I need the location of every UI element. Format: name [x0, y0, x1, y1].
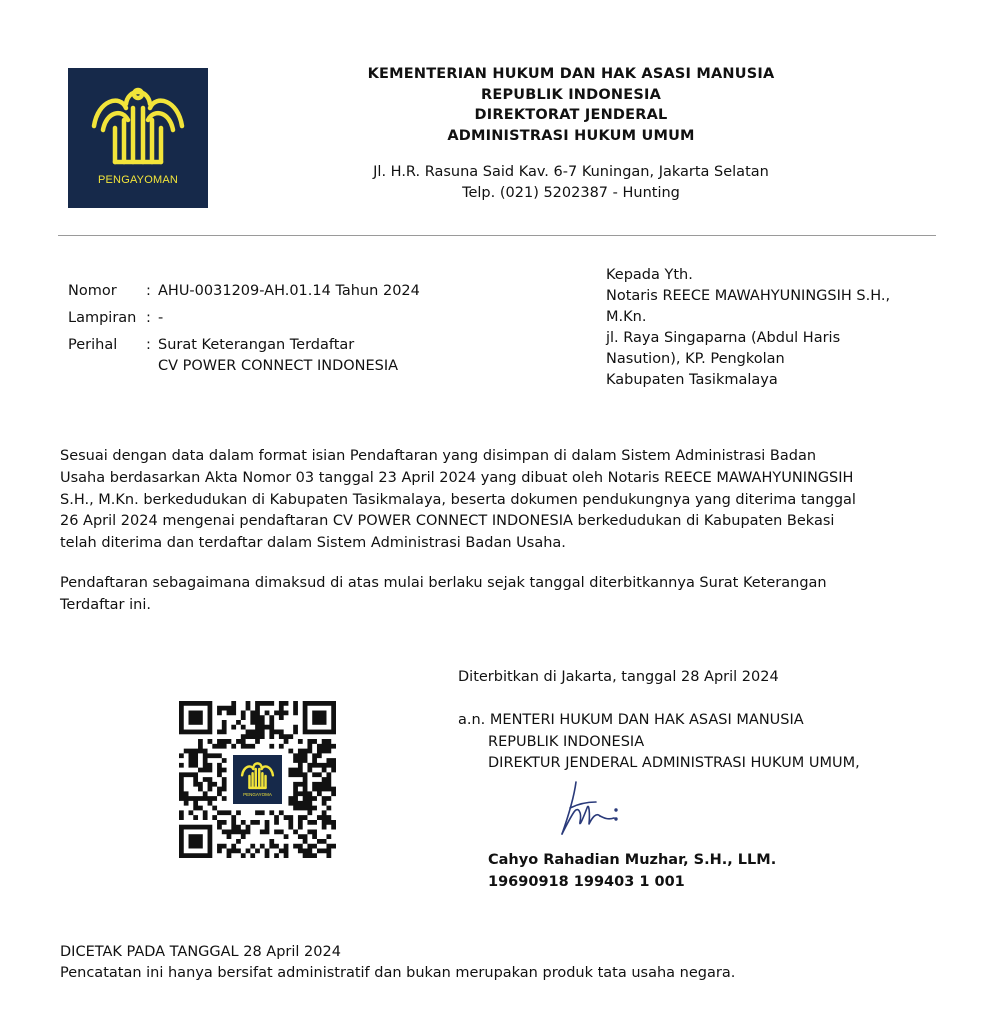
qr-logo-caption: PENGAYOMA [243, 792, 272, 797]
signer-name: Cahyo Rahadian Muzhar, S.H., LLM. [488, 852, 777, 868]
lampiran-label: Lampiran [68, 310, 137, 326]
paragraph-line: S.H., M.Kn. berkedudukan di Kabupaten Tasikmalaya, beserta dokumen pendukungnya yang diterima tanggal [60, 491, 856, 508]
ministry-logo [68, 68, 208, 208]
recipient-block [606, 265, 936, 391]
signer-block [488, 850, 776, 893]
signer-nip: 19690918 199403 1 001 [488, 873, 685, 890]
nomor-value: AHU-0031209-AH.01.14 Tahun 2024 [158, 283, 420, 299]
qr-center-logo [229, 751, 286, 808]
recipient-name: Notaris REECE MAWAHYUNINGSIH S.H., [606, 288, 891, 304]
paragraph-line: Pendaftaran sebagaimana dimaksud di atas mulai berlaku sejak tanggal diterbitkannya Surat Keterangan [60, 575, 827, 591]
office-phone: Telp. (021) 5202387 - Hunting [462, 185, 680, 201]
recipient-address-2: Nasution), KP. Pengkolan [606, 351, 785, 367]
lampiran-value: - [158, 310, 164, 326]
letterhead [300, 64, 842, 204]
on-behalf-line-3: DIREKTUR JENDERAL ADMINISTRASI HUKUM UMUM, [488, 755, 860, 771]
paragraph-line: Terdaftar ini. [60, 596, 151, 613]
body-paragraph-2 [60, 573, 940, 617]
pengayoman-tree-icon [68, 68, 208, 208]
recipient-address-3: Kabupaten Tasikmalaya [606, 372, 778, 388]
logo-caption: PENGAYOMAN [97, 174, 179, 186]
nomor-label: Nomor [68, 283, 117, 299]
printed-date: DICETAK PADA TANGGAL 28 April 2024 [60, 944, 341, 960]
on-behalf-line-1: a.n. MENTERI HUKUM DAN HAK ASASI MANUSIA [458, 712, 804, 728]
issued-place-date: Diterbitkan di Jakarta, tanggal 28 April 2024 [458, 669, 779, 685]
body-paragraph-1 [60, 446, 940, 555]
qr-code-icon [179, 701, 336, 858]
handwritten-signature [556, 772, 626, 846]
paragraph-line: Sesuai dengan data dalam format isian Pendaftaran yang disimpan di dalam Sistem Administrasi Badan [60, 448, 817, 464]
country-name: REPUBLIK INDONESIA [480, 86, 662, 103]
nomor-separator: : [146, 283, 151, 299]
footer [60, 942, 735, 984]
paragraph-line: 26 April 2024 mengenai pendaftaran CV POWER CONNECT INDONESIA berkedudukan di Kabupaten Bekasi [60, 513, 835, 530]
perihal-value: Surat Keterangan Terdaftar [158, 337, 355, 353]
recipient-salutation: Kepada Yth. [606, 267, 693, 283]
on-behalf-line-2: REPUBLIK INDONESIA [488, 733, 645, 750]
footer-disclaimer: Pencatatan ini hanya bersifat administratif dan bukan merupakan produk tata usaha negara. [60, 965, 736, 981]
ministry-name: KEMENTERIAN HUKUM DAN HAK ASASI MANUSIA [367, 66, 775, 82]
recipient-title: M.Kn. [606, 309, 647, 325]
perihal-company: CV POWER CONNECT INDONESIA [158, 358, 399, 374]
on-behalf-block [458, 710, 860, 775]
recipient-address-1: jl. Raya Singaparna (Abdul Haris [606, 330, 841, 346]
directorate-title: DIREKTORAT JENDERAL [474, 107, 668, 123]
office-address: Jl. H.R. Rasuna Said Kav. 6-7 Kuningan, Jakarta Selatan [373, 164, 769, 180]
directorate-name: ADMINISTRASI HUKUM UMUM [447, 127, 695, 144]
header-divider [58, 235, 936, 236]
perihal-label: Perihal [68, 337, 118, 353]
paragraph-line: Usaha berdasarkan Akta Nomor 03 tanggal 23 April 2024 yang dibuat oleh Notaris REECE MAWAHYUNINGSIH [60, 469, 854, 486]
paragraph-line: telah diterima dan terdaftar dalam Sistem Administrasi Badan Usaha. [60, 535, 566, 552]
perihal-separator: : [146, 337, 151, 353]
lampiran-separator: : [146, 310, 151, 326]
